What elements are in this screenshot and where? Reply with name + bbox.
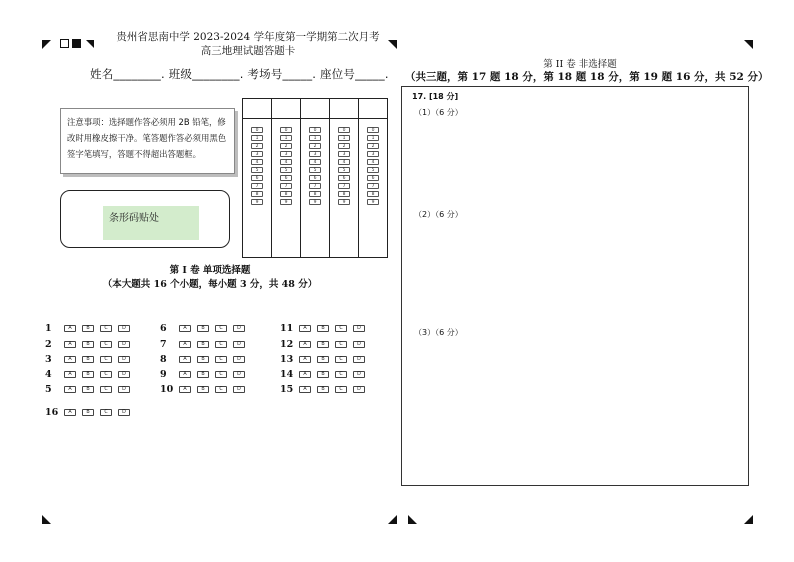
option-bubble-a[interactable]: A	[64, 356, 76, 363]
mc-question-6	[160, 324, 260, 334]
id-grid-column	[272, 99, 301, 257]
option-bubble-d[interactable]: D	[353, 356, 365, 363]
option-bubble-d[interactable]: D	[353, 325, 365, 332]
id-digit-bubble[interactable]: 6	[309, 175, 321, 181]
id-grid-column	[243, 99, 272, 257]
section2-title: 第 II 卷 非选择题	[543, 59, 617, 70]
id-digit-bubble[interactable]: 5	[251, 167, 263, 173]
id-digit-bubble[interactable]: 5	[309, 167, 321, 173]
option-bubble-c[interactable]: C	[335, 356, 347, 363]
question-number: 15	[280, 384, 294, 395]
option-bubble-d[interactable]: D	[118, 356, 130, 363]
id-digit-bubble[interactable]: 1	[338, 135, 350, 141]
option-bubble-c[interactable]: C	[215, 386, 227, 393]
id-digit-bubble[interactable]: 9	[251, 199, 263, 205]
question-number: 10	[160, 384, 174, 395]
id-digit-bubble[interactable]: 3	[367, 151, 379, 157]
option-bubble-d[interactable]: D	[233, 356, 245, 363]
exam-id-grid	[242, 98, 388, 258]
question-number: 14	[280, 369, 294, 380]
id-digit-bubble[interactable]: 3	[309, 151, 321, 157]
question-number: 13	[280, 354, 294, 365]
option-bubble-c[interactable]: C	[215, 341, 227, 348]
alignment-mark-bottom-middle	[388, 515, 397, 524]
option-bubble-b[interactable]: B	[197, 341, 209, 348]
answer-card-title: 高三地理试题答题卡	[200, 45, 296, 57]
mc-question-1	[45, 324, 145, 334]
id-digit-bubble[interactable]: 6	[280, 175, 292, 181]
notice-box	[60, 108, 235, 174]
mc-question-8	[160, 355, 260, 365]
option-bubble-b[interactable]: B	[82, 325, 94, 332]
empty-square-mark	[60, 39, 69, 48]
id-digit-bubble[interactable]: 7	[280, 183, 292, 189]
option-bubble-a[interactable]: A	[299, 341, 311, 348]
alignment-mark-bottom-left	[42, 515, 51, 524]
id-digit-bubble[interactable]: 4	[309, 159, 321, 165]
option-bubble-d[interactable]: D	[353, 341, 365, 348]
id-digit-bubble[interactable]: 8	[251, 191, 263, 197]
question-number: 3	[45, 354, 52, 365]
option-bubble-a[interactable]: A	[64, 325, 76, 332]
id-digit-bubble[interactable]: 0	[280, 127, 292, 133]
question-number: 11	[280, 323, 294, 334]
mc-question-5	[45, 385, 145, 395]
id-digit-bubble[interactable]: 0	[309, 127, 321, 133]
question-number: 12	[280, 339, 294, 350]
option-bubble-c[interactable]: C	[335, 386, 347, 393]
option-bubble-d[interactable]: D	[353, 371, 365, 378]
alignment-mark-bottom-middle-right	[408, 515, 417, 524]
mc-question-3	[45, 355, 145, 365]
id-digit-bubble[interactable]: 9	[309, 199, 321, 205]
id-digit-bubble[interactable]: 1	[367, 135, 379, 141]
student-info-line: 姓名________. 班级________. 考场号_____. 座位号_____.	[90, 67, 389, 81]
option-bubble-a[interactable]: A	[299, 386, 311, 393]
id-digit-bubble[interactable]: 6	[367, 175, 379, 181]
mc-question-10	[160, 385, 260, 395]
question-17-part-3: （3）（6 分）	[414, 328, 463, 337]
barcode-label: 条形码贴处	[109, 213, 159, 224]
notice-text: 注意事项：选择题作答必须用 2B 铅笔，修改时用橡皮擦干净。笔答题作答必须用黑色签字笔填写，答题不得超出答题框。	[67, 117, 227, 159]
id-digit-bubble[interactable]: 5	[367, 167, 379, 173]
option-bubble-b[interactable]: B	[317, 341, 329, 348]
mc-question-9	[160, 370, 260, 380]
option-bubble-a[interactable]: A	[179, 386, 191, 393]
section1-title: 第 I 卷 单项选择题	[169, 265, 251, 276]
mc-question-4	[45, 370, 145, 380]
option-bubble-a[interactable]: A	[179, 325, 191, 332]
option-bubble-d[interactable]: D	[118, 341, 130, 348]
option-bubble-c[interactable]: C	[215, 356, 227, 363]
mc-question-7	[160, 340, 260, 350]
alignment-mark-top-left	[42, 40, 51, 49]
question-number: 9	[160, 369, 167, 380]
question-number: 7	[160, 339, 167, 350]
id-grid-column	[359, 99, 388, 257]
option-bubble-b[interactable]: B	[197, 325, 209, 332]
question-number: 1	[45, 323, 52, 334]
id-digit-bubble[interactable]: 2	[338, 143, 350, 149]
id-digit-bubble[interactable]: 2	[309, 143, 321, 149]
option-bubble-a[interactable]: A	[299, 356, 311, 363]
option-bubble-c[interactable]: C	[215, 371, 227, 378]
id-grid-write-cell[interactable]	[359, 99, 388, 119]
id-digit-bubble[interactable]: 1	[309, 135, 321, 141]
option-bubble-c[interactable]: C	[100, 325, 112, 332]
option-bubble-d[interactable]: D	[233, 325, 245, 332]
mc-question-12	[280, 340, 380, 350]
id-digit-bubble[interactable]: 3	[251, 151, 263, 157]
option-bubble-d[interactable]: D	[118, 386, 130, 393]
id-grid-column	[301, 99, 330, 257]
option-bubble-b[interactable]: B	[82, 341, 94, 348]
id-digit-bubble[interactable]: 0	[367, 127, 379, 133]
id-digit-bubble[interactable]: 0	[338, 127, 350, 133]
id-digit-bubble[interactable]: 8	[338, 191, 350, 197]
id-digit-bubble[interactable]: 9	[338, 199, 350, 205]
id-digit-bubble[interactable]: 7	[367, 183, 379, 189]
id-digit-bubble[interactable]: 0	[251, 127, 263, 133]
id-digit-bubble[interactable]: 7	[309, 183, 321, 189]
option-bubble-a[interactable]: A	[179, 341, 191, 348]
id-grid-write-cell[interactable]	[301, 99, 329, 119]
id-digit-bubble[interactable]: 3	[280, 151, 292, 157]
mc-question-2	[45, 340, 145, 350]
answer-box-q17[interactable]	[401, 86, 749, 486]
id-digit-bubble[interactable]: 6	[251, 175, 263, 181]
option-bubble-a[interactable]: A	[299, 371, 311, 378]
id-digit-bubble[interactable]: 8	[280, 191, 292, 197]
id-digit-bubble[interactable]: 7	[251, 183, 263, 189]
option-bubble-b[interactable]: B	[317, 356, 329, 363]
option-bubble-a[interactable]: A	[64, 371, 76, 378]
option-bubble-a[interactable]: A	[64, 386, 76, 393]
question-17-part-2: （2）（6 分）	[414, 210, 463, 219]
option-bubble-b[interactable]: B	[82, 356, 94, 363]
id-digit-bubble[interactable]: 5	[338, 167, 350, 173]
id-digit-bubble[interactable]: 3	[338, 151, 350, 157]
option-bubble-b[interactable]: B	[197, 371, 209, 378]
id-digit-bubble[interactable]: 2	[280, 143, 292, 149]
question-number: 6	[160, 323, 167, 334]
id-digit-bubble[interactable]: 4	[367, 159, 379, 165]
alignment-mark-small	[86, 40, 94, 48]
option-bubble-d[interactable]: D	[353, 386, 365, 393]
option-bubble-c[interactable]: C	[100, 341, 112, 348]
section1-subtitle: （本大题共 16 个小题，每小题 3 分，共 48 分）	[102, 279, 318, 290]
id-digit-bubble[interactable]: 8	[309, 191, 321, 197]
id-digit-bubble[interactable]: 2	[367, 143, 379, 149]
question-number: 4	[45, 369, 52, 380]
id-grid-write-cell[interactable]	[330, 99, 358, 119]
question-number: 8	[160, 354, 167, 365]
option-bubble-c[interactable]: C	[335, 325, 347, 332]
option-bubble-b[interactable]: B	[197, 386, 209, 393]
section2-subtitle: （共三题，第 17 题 18 分，第 18 题 18 分，第 19 题 16 分，共 52 分）	[405, 71, 769, 83]
id-digit-bubble[interactable]: 4	[338, 159, 350, 165]
id-digit-bubble[interactable]: 7	[338, 183, 350, 189]
alignment-mark-bottom-right	[744, 515, 753, 524]
option-bubble-b[interactable]: B	[82, 386, 94, 393]
option-bubble-a[interactable]: A	[179, 371, 191, 378]
id-digit-bubble[interactable]: 9	[367, 199, 379, 205]
question-number: 5	[45, 384, 52, 395]
id-digit-bubble[interactable]: 1	[251, 135, 263, 141]
option-bubble-d[interactable]: D	[118, 409, 130, 416]
option-bubble-a[interactable]: A	[64, 409, 76, 416]
id-grid-column	[330, 99, 359, 257]
option-bubble-b[interactable]: B	[197, 356, 209, 363]
option-bubble-b[interactable]: B	[82, 409, 94, 416]
id-digit-bubble[interactable]: 8	[367, 191, 379, 197]
id-digit-bubble[interactable]: 6	[338, 175, 350, 181]
option-bubble-d[interactable]: D	[118, 371, 130, 378]
option-bubble-d[interactable]: D	[233, 341, 245, 348]
option-bubble-c[interactable]: C	[335, 371, 347, 378]
question-17-head: 17. [18 分]	[412, 92, 459, 101]
option-bubble-b[interactable]: B	[317, 371, 329, 378]
exam-title: 贵州省思南中学 2023-2024 学年度第一学期第二次月考	[116, 31, 380, 43]
option-bubble-a[interactable]: A	[179, 356, 191, 363]
option-bubble-d[interactable]: D	[233, 371, 245, 378]
option-bubble-b[interactable]: B	[82, 371, 94, 378]
mc-question-13	[280, 355, 380, 365]
option-bubble-d[interactable]: D	[233, 386, 245, 393]
option-bubble-a[interactable]: A	[299, 325, 311, 332]
mc-question-15	[280, 385, 380, 395]
question-17-part-1: （1）（6 分）	[414, 108, 463, 117]
question-number: 16	[45, 407, 59, 418]
id-digit-bubble[interactable]: 9	[280, 199, 292, 205]
mc-question-11	[280, 324, 380, 334]
mc-question-16	[45, 408, 145, 418]
mc-question-14	[280, 370, 380, 380]
option-bubble-a[interactable]: A	[64, 341, 76, 348]
option-bubble-c[interactable]: C	[100, 386, 112, 393]
id-digit-bubble[interactable]: 1	[280, 135, 292, 141]
id-digit-bubble[interactable]: 2	[251, 143, 263, 149]
filled-square-mark	[72, 39, 81, 48]
alignment-mark-top-right	[744, 40, 753, 49]
option-bubble-c[interactable]: C	[100, 409, 112, 416]
option-bubble-b[interactable]: B	[317, 386, 329, 393]
question-number: 2	[45, 339, 52, 350]
option-bubble-b[interactable]: B	[317, 325, 329, 332]
option-bubble-c[interactable]: C	[215, 325, 227, 332]
id-digit-bubble[interactable]: 4	[280, 159, 292, 165]
option-bubble-c[interactable]: C	[100, 371, 112, 378]
barcode-area	[103, 206, 199, 240]
id-digit-bubble[interactable]: 5	[280, 167, 292, 173]
option-bubble-c[interactable]: C	[335, 341, 347, 348]
id-digit-bubble[interactable]: 4	[251, 159, 263, 165]
id-grid-write-cell[interactable]	[272, 99, 300, 119]
id-grid-write-cell[interactable]	[243, 99, 271, 119]
option-bubble-c[interactable]: C	[100, 356, 112, 363]
option-bubble-d[interactable]: D	[118, 325, 130, 332]
